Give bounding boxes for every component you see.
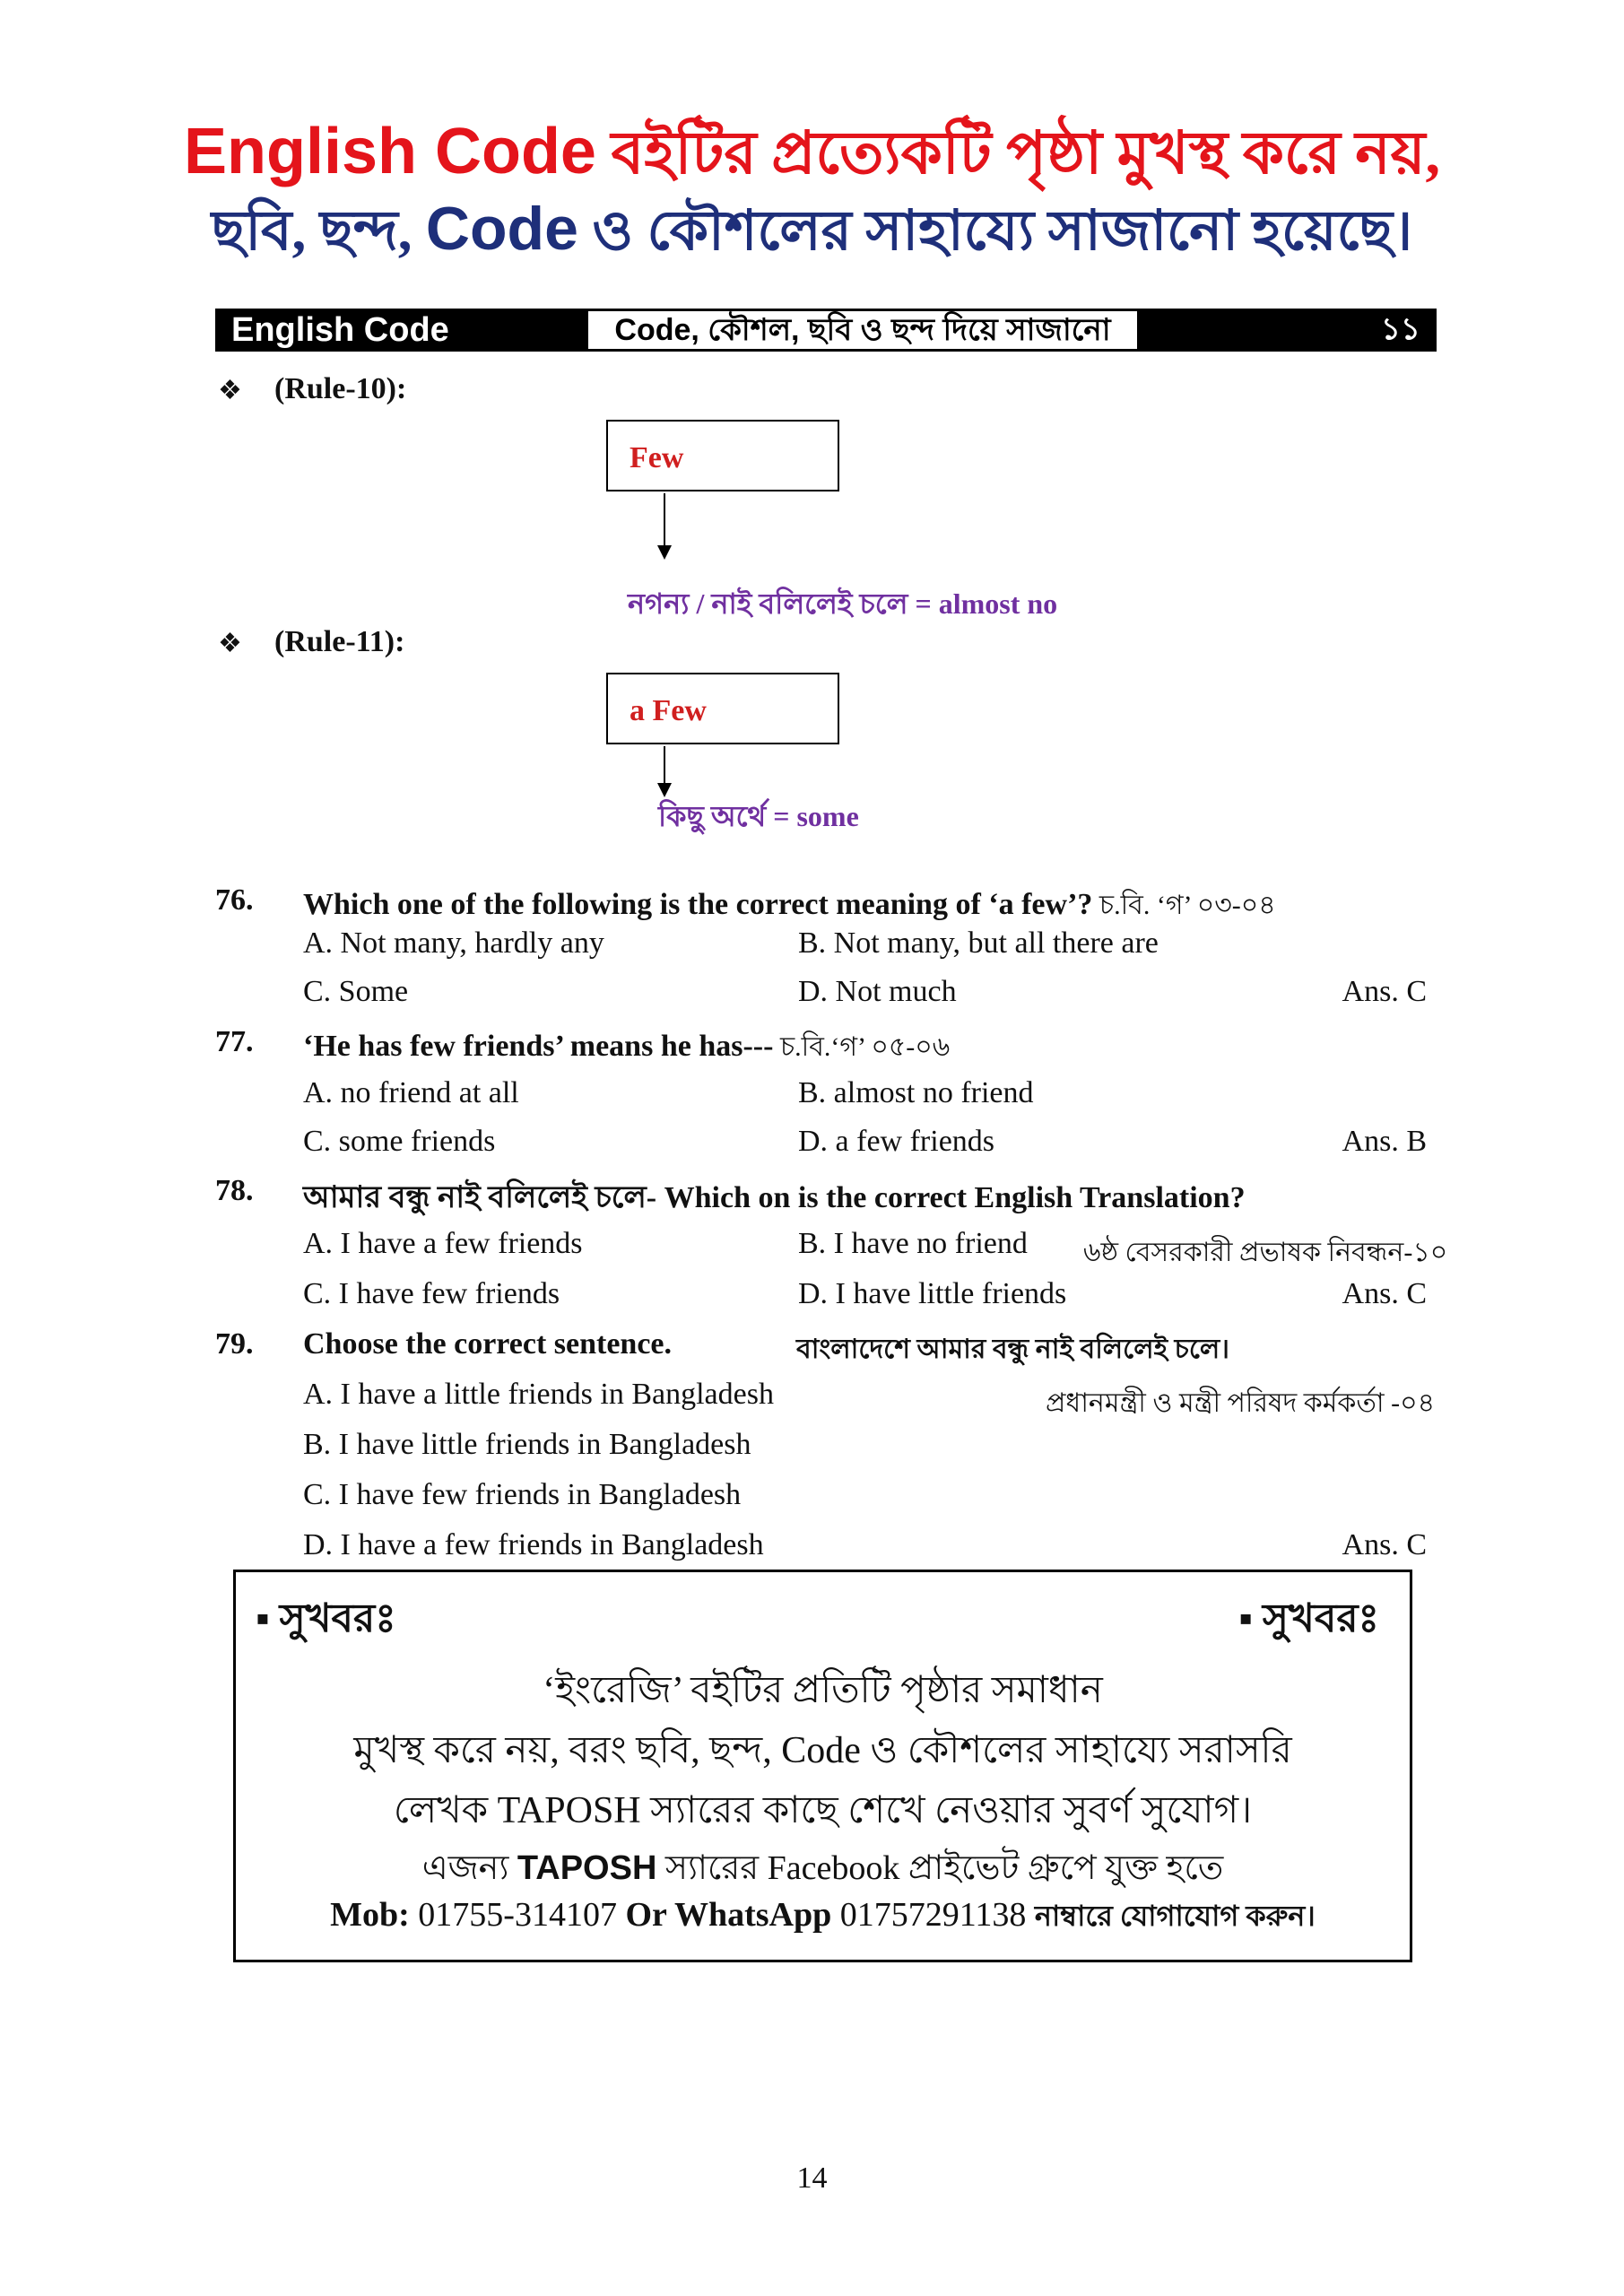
question-77-option-d: D. a few friends: [798, 1125, 995, 1158]
page-title-line-1: [0, 108, 1624, 197]
question-76-answer: Ans. C: [1342, 975, 1427, 1008]
question-77-option-c: C. some friends: [303, 1125, 496, 1158]
question-78-option-d: D. I have little friends: [798, 1277, 1067, 1310]
question-76-text: [303, 883, 1276, 929]
question-79-number: 79.: [215, 1327, 254, 1361]
rule-11-word: a Few: [630, 694, 707, 727]
promo-line-4-a: এজন্য: [421, 1849, 517, 1887]
promo-contact-line: [236, 1893, 1410, 1942]
question-76-source: চ.বি. ‘গ’ ০৩-০৪: [1092, 891, 1276, 920]
promo-line-4-c: স্যারের Facebook প্রাইভেট গ্রুপে যুক্ত হতে: [656, 1849, 1224, 1887]
question-76-option-b: B. Not many, but all there are: [798, 926, 1159, 960]
rule-11-label: (Rule-11):: [274, 625, 405, 658]
promo-line-1: ‘ইংরেজি’ বইটির প্রতিটি পৃষ্ঠার সমাধান: [543, 1670, 1103, 1711]
rule-11-meaning: কিছু অর্থে = some: [658, 800, 859, 832]
question-77-answer: Ans. B: [1342, 1125, 1427, 1158]
question-76-number: 76.: [215, 883, 254, 917]
page-title-line-2: [0, 188, 1624, 278]
promo-whatsapp-label: Or WhatsApp: [625, 1896, 832, 1934]
question-78-answer: Ans. C: [1342, 1277, 1427, 1310]
question-78-text: আমার বন্ধু নাই বলিলেই চলে- Which on is the correct English Translation?: [303, 1181, 1246, 1214]
rule-11-box: [606, 673, 839, 744]
promo-box: [233, 1570, 1412, 1962]
rule-10-word: Few: [630, 441, 684, 474]
question-78-source-note: ৬ষ্ঠ বেসরকারী প্রভাষক নিবন্ধন-১০: [1083, 1238, 1448, 1267]
question-79-text: Choose the correct sentence.: [303, 1327, 673, 1361]
rule-10-arrow-head-icon: [657, 545, 672, 560]
promo-line-3: লেখক TAPOSH স্যারের কাছে শেখে নেওয়ার সুবর্ণ সুযোগ।: [393, 1790, 1253, 1831]
question-78-option-a: A. I have a few friends: [303, 1227, 583, 1260]
question-79-option-b: B. I have little friends in Bangladesh: [303, 1428, 751, 1461]
question-76-option-c: C. Some: [303, 975, 409, 1008]
section-header-bar: [215, 309, 1437, 352]
question-77-text: [303, 1025, 950, 1071]
question-78-number: 78.: [215, 1174, 254, 1207]
question-77-source: চ.বি.‘গ’ ০৫-০৬: [773, 1032, 951, 1062]
rule-10-meaning: নগন্য / নাই বলিলেই চলে = almost no: [628, 587, 1058, 620]
question-79-option-c: C. I have few friends in Bangladesh: [303, 1478, 742, 1511]
title-line1-bengali: বইটির প্রত্যেকটি পৃষ্ঠা মুখস্থ করে নয়,: [595, 121, 1441, 187]
rule-11-bullet-icon: ❖: [218, 629, 242, 658]
title-line2-bengali-b: ও কৌশলের সাহায্যে সাজানো হয়েছে।: [578, 201, 1413, 262]
question-78-option-c: C. I have few friends: [303, 1277, 560, 1310]
question-76-stem: Which one of the following is the correct meaning of ‘a few’?: [303, 888, 1093, 921]
question-79-source-note: প্রধানমন্ত্রী ও মন্ত্রী পরিষদ কর্মকর্তা -০৪: [1046, 1388, 1436, 1418]
rule-10-bullet-icon: ❖: [218, 376, 242, 405]
header-subtitle: Code, কৌশল, ছবি ও ছন্দ দিয়ে সাজানো: [588, 311, 1137, 349]
question-79-option-d: D. I have a few friends in Bangladesh: [303, 1528, 764, 1561]
question-77-number: 77.: [215, 1025, 254, 1058]
question-79-answer: Ans. C: [1342, 1528, 1427, 1561]
title-english-code: English Code: [183, 116, 596, 187]
promo-heading-right: ▪ সুখবরঃ: [1238, 1596, 1379, 1640]
question-78-option-b: B. I have no friend: [798, 1227, 1028, 1260]
title-line2-bengali-a: ছবি, ছন্দ,: [211, 201, 426, 262]
promo-line-4: [236, 1841, 1410, 1899]
header-book-name: English Code: [231, 311, 449, 349]
title-code-word: Code: [425, 195, 578, 263]
question-77-stem: ‘He has few friends’ means he has---: [303, 1030, 774, 1063]
promo-contact-text: নাম্বারে যোগাযোগ করুন।: [1034, 1900, 1316, 1932]
promo-taposh-name: TAPOSH: [517, 1849, 657, 1887]
promo-mob-label: Mob:: [330, 1896, 410, 1934]
promo-heading-left: ▪ সুখবরঃ: [256, 1596, 396, 1640]
question-79-bengali-sentence: বাংলাদেশে আমার বন্ধু নাই বলিলেই চলে।: [796, 1335, 1229, 1364]
promo-whatsapp-number: 01757291138: [831, 1896, 1035, 1934]
rule-10-arrow-line: [664, 493, 665, 547]
question-77-option-a: A. no friend at all: [303, 1076, 519, 1109]
page-number: 14: [796, 2161, 828, 2195]
question-79-option-a: A. I have a little friends in Bangladesh: [303, 1378, 774, 1411]
rule-11-arrow-line: [664, 746, 665, 786]
rule-10-box: [606, 420, 839, 491]
question-76-option-d: D. Not much: [798, 975, 957, 1008]
question-77-option-b: B. almost no friend: [798, 1076, 1034, 1109]
promo-line-2: মুখস্থ করে নয়, বরং ছবি, ছন্দ, Code ও কৌশলের সাহায্যে সরাসরি: [353, 1730, 1292, 1771]
promo-mobile-number: 01755-314107: [409, 1896, 626, 1934]
rule-10-label: (Rule-10):: [274, 372, 407, 405]
question-76-option-a: A. Not many, hardly any: [303, 926, 604, 960]
header-chapter-number: ১১: [1380, 313, 1420, 346]
